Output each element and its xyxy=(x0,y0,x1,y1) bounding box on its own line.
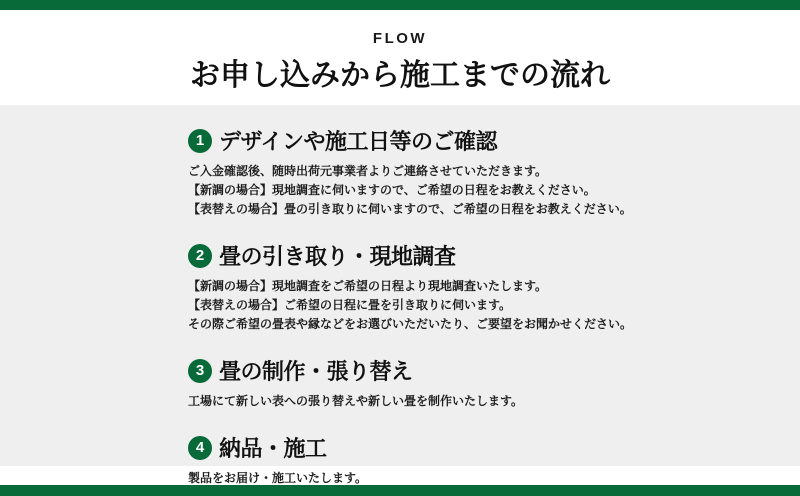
steps-panel xyxy=(0,105,800,485)
step-1-title: デザインや施工日等のご確認 xyxy=(219,129,497,154)
step-2-line-2: 【表替えの場合】ご希望の日程に畳を引き取りに伺います。 xyxy=(188,298,512,312)
step-1 xyxy=(188,125,632,219)
step-2-number-badge: 2 xyxy=(188,244,212,268)
bottom-accent-bar xyxy=(0,485,800,496)
step-1-header xyxy=(188,125,612,156)
step-1-line-3: 【表替えの場合】畳の引き取りに伺いますので、ご希望の日程をお教えください。 xyxy=(188,202,632,216)
step-3-line-1: 工場にて新しい表への張り替えや新しい畳を制作いたします。 xyxy=(188,394,524,408)
footer-spacer xyxy=(0,466,800,485)
steps-list xyxy=(188,125,633,488)
step-2-header xyxy=(188,240,612,271)
section-header xyxy=(0,10,800,105)
step-3-header xyxy=(188,355,612,386)
step-3-description xyxy=(188,392,612,411)
section-eyebrow: FLOW xyxy=(372,30,428,47)
step-4-header xyxy=(188,432,612,463)
step-1-number-badge: 1 xyxy=(188,129,212,153)
step-4-title: 納品・施工 xyxy=(219,436,327,461)
step-3-title: 畳の制作・張り替え xyxy=(219,359,413,384)
top-accent-bar xyxy=(0,0,800,10)
step-2-line-3: その際ご希望の畳表や縁などをお選びいただいたり、ご要望をお聞かせください。 xyxy=(188,317,633,331)
step-2 xyxy=(188,240,633,334)
step-1-line-2: 【新調の場合】現地調査に伺いますので、ご希望の日程をお教えください。 xyxy=(188,183,596,197)
step-2-title: 畳の引き取り・現地調査 xyxy=(219,244,456,269)
page-title: お申し込みから施工までの流れ xyxy=(190,59,610,92)
step-3-number-badge: 3 xyxy=(188,359,212,383)
step-2-line-1: 【新調の場合】現地調査をご希望の日程より現地調査いたします。 xyxy=(188,279,548,293)
step-3 xyxy=(188,355,612,411)
step-4-number-badge: 4 xyxy=(188,436,212,460)
step-2-description xyxy=(188,277,633,334)
step-1-line-1: ご入金確認後、随時出荷元事業者よりご連絡させていただきます。 xyxy=(188,164,548,178)
step-1-description xyxy=(188,162,632,219)
step-4-line-1: 製品をお届け・施工いたします。 xyxy=(188,471,368,485)
